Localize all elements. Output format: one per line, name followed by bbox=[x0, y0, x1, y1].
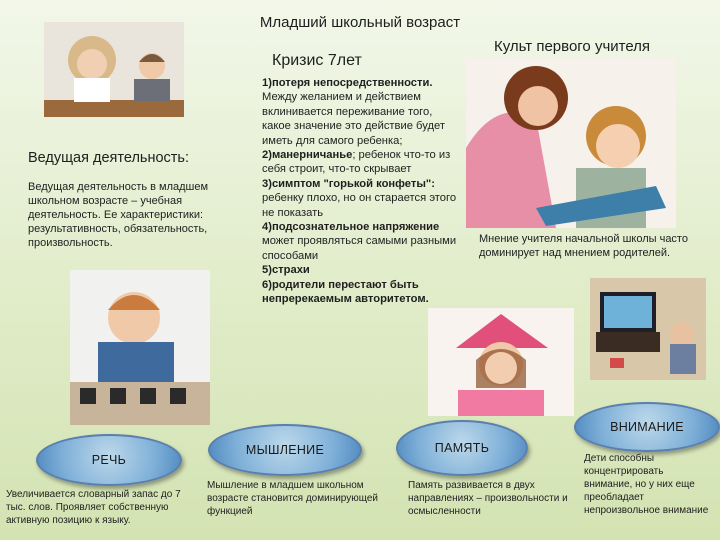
photo-tv bbox=[590, 278, 706, 380]
leading-text: Ведущая деятельность в младшем школьном возрасте – учебная деятельность. Ее характеристики: результативность, обязательность, произвольность. bbox=[28, 181, 209, 249]
crisis-item: 4)подсознательное напряжение может проявляться самыми разными способами bbox=[262, 221, 457, 262]
slide-title: Младший школьный возраст bbox=[259, 14, 461, 31]
oval-memory bbox=[396, 420, 528, 476]
oval-label: ВНИМАНИЕ bbox=[610, 420, 684, 434]
photo-girl-book bbox=[428, 308, 574, 416]
crisis-list bbox=[262, 76, 462, 307]
oval-label: МЫШЛЕНИЕ bbox=[245, 443, 325, 457]
teacher-text: Мнение учителя начальной школы часто доминирует над мнением родителей. bbox=[479, 233, 688, 259]
photo-chess bbox=[70, 270, 210, 425]
crisis-item: 6)родители перестают быть непререкаемым авторитетом. bbox=[262, 278, 429, 306]
crisis-item: 1)потеря непосредственности. Между желанием и действием вклинивается переживание того, какое значение это действие будет иметь для самого ребенка; bbox=[262, 77, 445, 147]
oval-thinking bbox=[208, 424, 362, 476]
crisis-item: 2)манерничанье; ребенок что-то из себя строит, что-то скрывает bbox=[262, 149, 451, 176]
oval-speech bbox=[36, 434, 182, 486]
photo-teacher-reading bbox=[466, 58, 676, 228]
caption-thinking: Мышление в младшем школьном возрасте становится доминирующей функцией bbox=[207, 480, 379, 517]
teacher-title: Культ первого учителя bbox=[494, 38, 651, 55]
crisis-item: 3)симптом "горькой конфеты": ребенку плохо, но он старается этого не показать bbox=[262, 177, 457, 219]
oval-label: РЕЧЬ bbox=[91, 453, 127, 467]
photo-schoolkids bbox=[44, 22, 184, 117]
caption-memory: Память развивается в двух направлениях – произвольности и осмысленности bbox=[408, 480, 568, 517]
oval-attention bbox=[574, 402, 720, 452]
crisis-title: Кризис 7лет bbox=[272, 52, 362, 69]
caption-attention: Дети способны концентрировать внимание, но у них еще преобладает непроизвольное внимание bbox=[584, 453, 709, 516]
caption-speech: Увеличивается словарный запас до 7 тыс. слов. Проявляет собственную активную позицию к языку. bbox=[6, 489, 181, 526]
leading-title: Ведущая деятельность: bbox=[28, 150, 190, 166]
oval-label: ПАМЯТЬ bbox=[434, 441, 490, 455]
crisis-item: 5)страхи bbox=[262, 264, 310, 277]
